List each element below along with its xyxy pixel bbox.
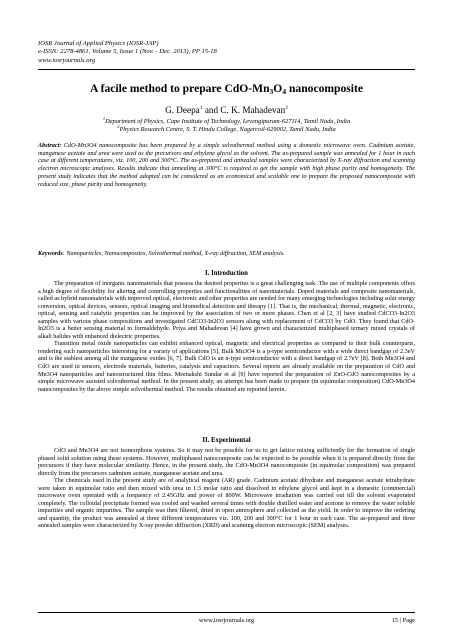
affiliations — [38, 118, 415, 133]
experimental-paragraph-2: The chemicals used in the present study are of analytical reagent (AR) grade. Cadmium acetate dihydrate and manganese acetate tetrahydrate were taken in equimolar ratio and then mixed with urea in 1:3 molar ratio and dissolved in ethylene glycol and kept in a domestic (commercial) microwave oven operated with a frequency of 2.45GHz and power of 800W. Microwave irradiation was carried out till the solvent evaporated completely. The colloidal precipitate formed was cooled and washed several times with double distilled water and acetone to remove the water soluble impurities and organic impurities. The sample was then filtered, dried in open atmosphere and collected as the yield. In order to improve the ordering and quantity, the product was annealed at three different temperatures viz. 100, 200 and 300°C for 1 hour in each case. The as-prepared and three annealed samples were characterized by X-ray powder diffraction (XRD) and scanning electron microscopic (SEM) analyses. — [38, 477, 415, 530]
footer-site-url: www.iosrjournals.org — [198, 617, 255, 624]
section-heading-experimental: II. Experimental — [202, 437, 251, 444]
author-1: G. Deepa — [165, 105, 200, 115]
paper-title: A facile method to prepare CdO-$Mn_3O_4$ nanocomposite — [89, 82, 364, 96]
experimental-paragraph-1: CdO and Mn3O4 are not isomorphous systems. So it may not be possible for us to get lattice mixing sufficiently for the formation of single phased solid solution using these systems. However, multiphased nanocomposite can be expected to be possible when it is prepared directly from the precursors if they have molecular similarity. Hence, in the present study, the CdO-Mn3O4 nanocomposite (in equimolar composition) was prepared directly from the precursors cadmium acetate, manganese acetate and urea. — [38, 447, 415, 477]
keywords-label: Keywords — [38, 250, 63, 257]
affiliation-1: $^1$Department of Physics, Cape Institute of Technology, Levengipuram-627114, Tamil Nadu, India — [102, 116, 351, 125]
header-rule — [38, 69, 415, 70]
keywords-text: : Nanoparticles, Nanocomposites, Solvothermal method, X-ray diffraction, SEM analysis. — [62, 250, 285, 257]
keywords — [38, 250, 415, 258]
affiliation-2: $^2$Physics Research Centre, S. T. Hindu College, Nagercoil-629002, Tamil Nadu, India — [117, 123, 336, 133]
introduction-paragraph-1: The preparation of inorganic nanomaterials that possess the desired properties is a great challenging task. The use of multiple components offers a high degree of flexibility for altering and controlling properties and functionalities of nanomaterials. Doped materials and composite nanomaterials, called as hybrid nanomaterials with improved optical, electronic and other properties are needed for many emerging technologies including solar energy conversion, optical devices, sensors, optical imaging and biomedical detection and therapy [1]. That is, the mechanical, thermal, magnetic, electronic, optical, sensing and catalytic properties can be improved by the association of two or more phases. Chen et al [2, 3] have studied CdCO3-In2O3 samples with various phase compositions and investigated CdCO3-In2O3 sensors along with replacement of CdCO3 by CdO. They found that CdO-In2O3 is a better sensing material to formaldehyde. Priya and Mahadevan [4] have grown and characterized multiphased ternary mixed crystals of alkali halides with enhanced dielectric properties. — [38, 280, 415, 340]
journal-issn: e-ISSN: 2278-4861. Volume 5, Issue 1 (Nov. - Dec. 2013), PP 15-18 — [38, 48, 217, 56]
experimental-body — [38, 447, 415, 530]
abstract — [38, 142, 415, 188]
footer-page-number: 15 | Page — [391, 617, 415, 624]
footer-rule — [38, 612, 415, 613]
introduction-paragraph-2: Transition metal oxide nanoparticles can exhibit enhanced optical, magnetic and electrical properties as compared to their bulk counterparts, rendering such nanoparticles interesting for a variety of applications [5]. Bulk Mn3O4 is a p-type semiconductor with a wide direct bandgap of 2.3eV and is the stablest among all the manganese oxides [6, 7]. Bulk CdO is an n-type semiconductor with a direct bandgap of 2.7eV [8]. Both Mn3O4 and CdO are used in sensors, electrode materials, batteries, catalysts and capacitors. Several reports are already available on the preparation of CdO and Mn3O4 nanoparticles and nanostructured thin films. Meenakshi Sundar et al [9] have reported the preparation of ZnO-CdO nanocomposites by a simple microwave assisted solvothermal method. In the present study, an attempt has been made to prepare (in equimolar composition) CdO-Mn3O4 nanocomposites by the above simple solvothermal method. The results obtained are reported herein. — [38, 340, 415, 393]
author-line: G. Deepa$^1$ and C. K. Mahadevan$^2$ — [165, 105, 288, 115]
author-2: C. K. Mahadevan — [220, 105, 286, 115]
abstract-text: CdO-Mn3O4 nanocomposite has been prepared by a simple solvothermal method using a domestic microwave oven. Cadmium acetate, manganese acetate and urea were used as the precursors and ethylene glycol as the solvent. The as-prepared sample was annealed for 1 hour in each case at different temperatures, viz. 100, 200 and 300°C. The as-prepared and annealed samples were characterized by X-ray diffraction and scanning electron microscopic analyses. Results indicate that annealing at 300°C is required to get the sample with high phase purity and homogeneity. The present study indicates that the method adopted can be considered as an economical and scalable one to prepare the proposed nanocomposite with reduced size, phase purity and homogeneity. — [38, 142, 415, 188]
section-heading-introduction: I. Introduction — [205, 270, 248, 277]
abstract-label: Abstract: — [38, 142, 62, 149]
journal-header — [38, 40, 217, 65]
journal-url: www.iosrjournals.org — [38, 56, 96, 64]
introduction-body — [38, 280, 415, 393]
journal-name: IOSR Journal of Applied Physics (IOSR-JAP) — [38, 40, 159, 47]
